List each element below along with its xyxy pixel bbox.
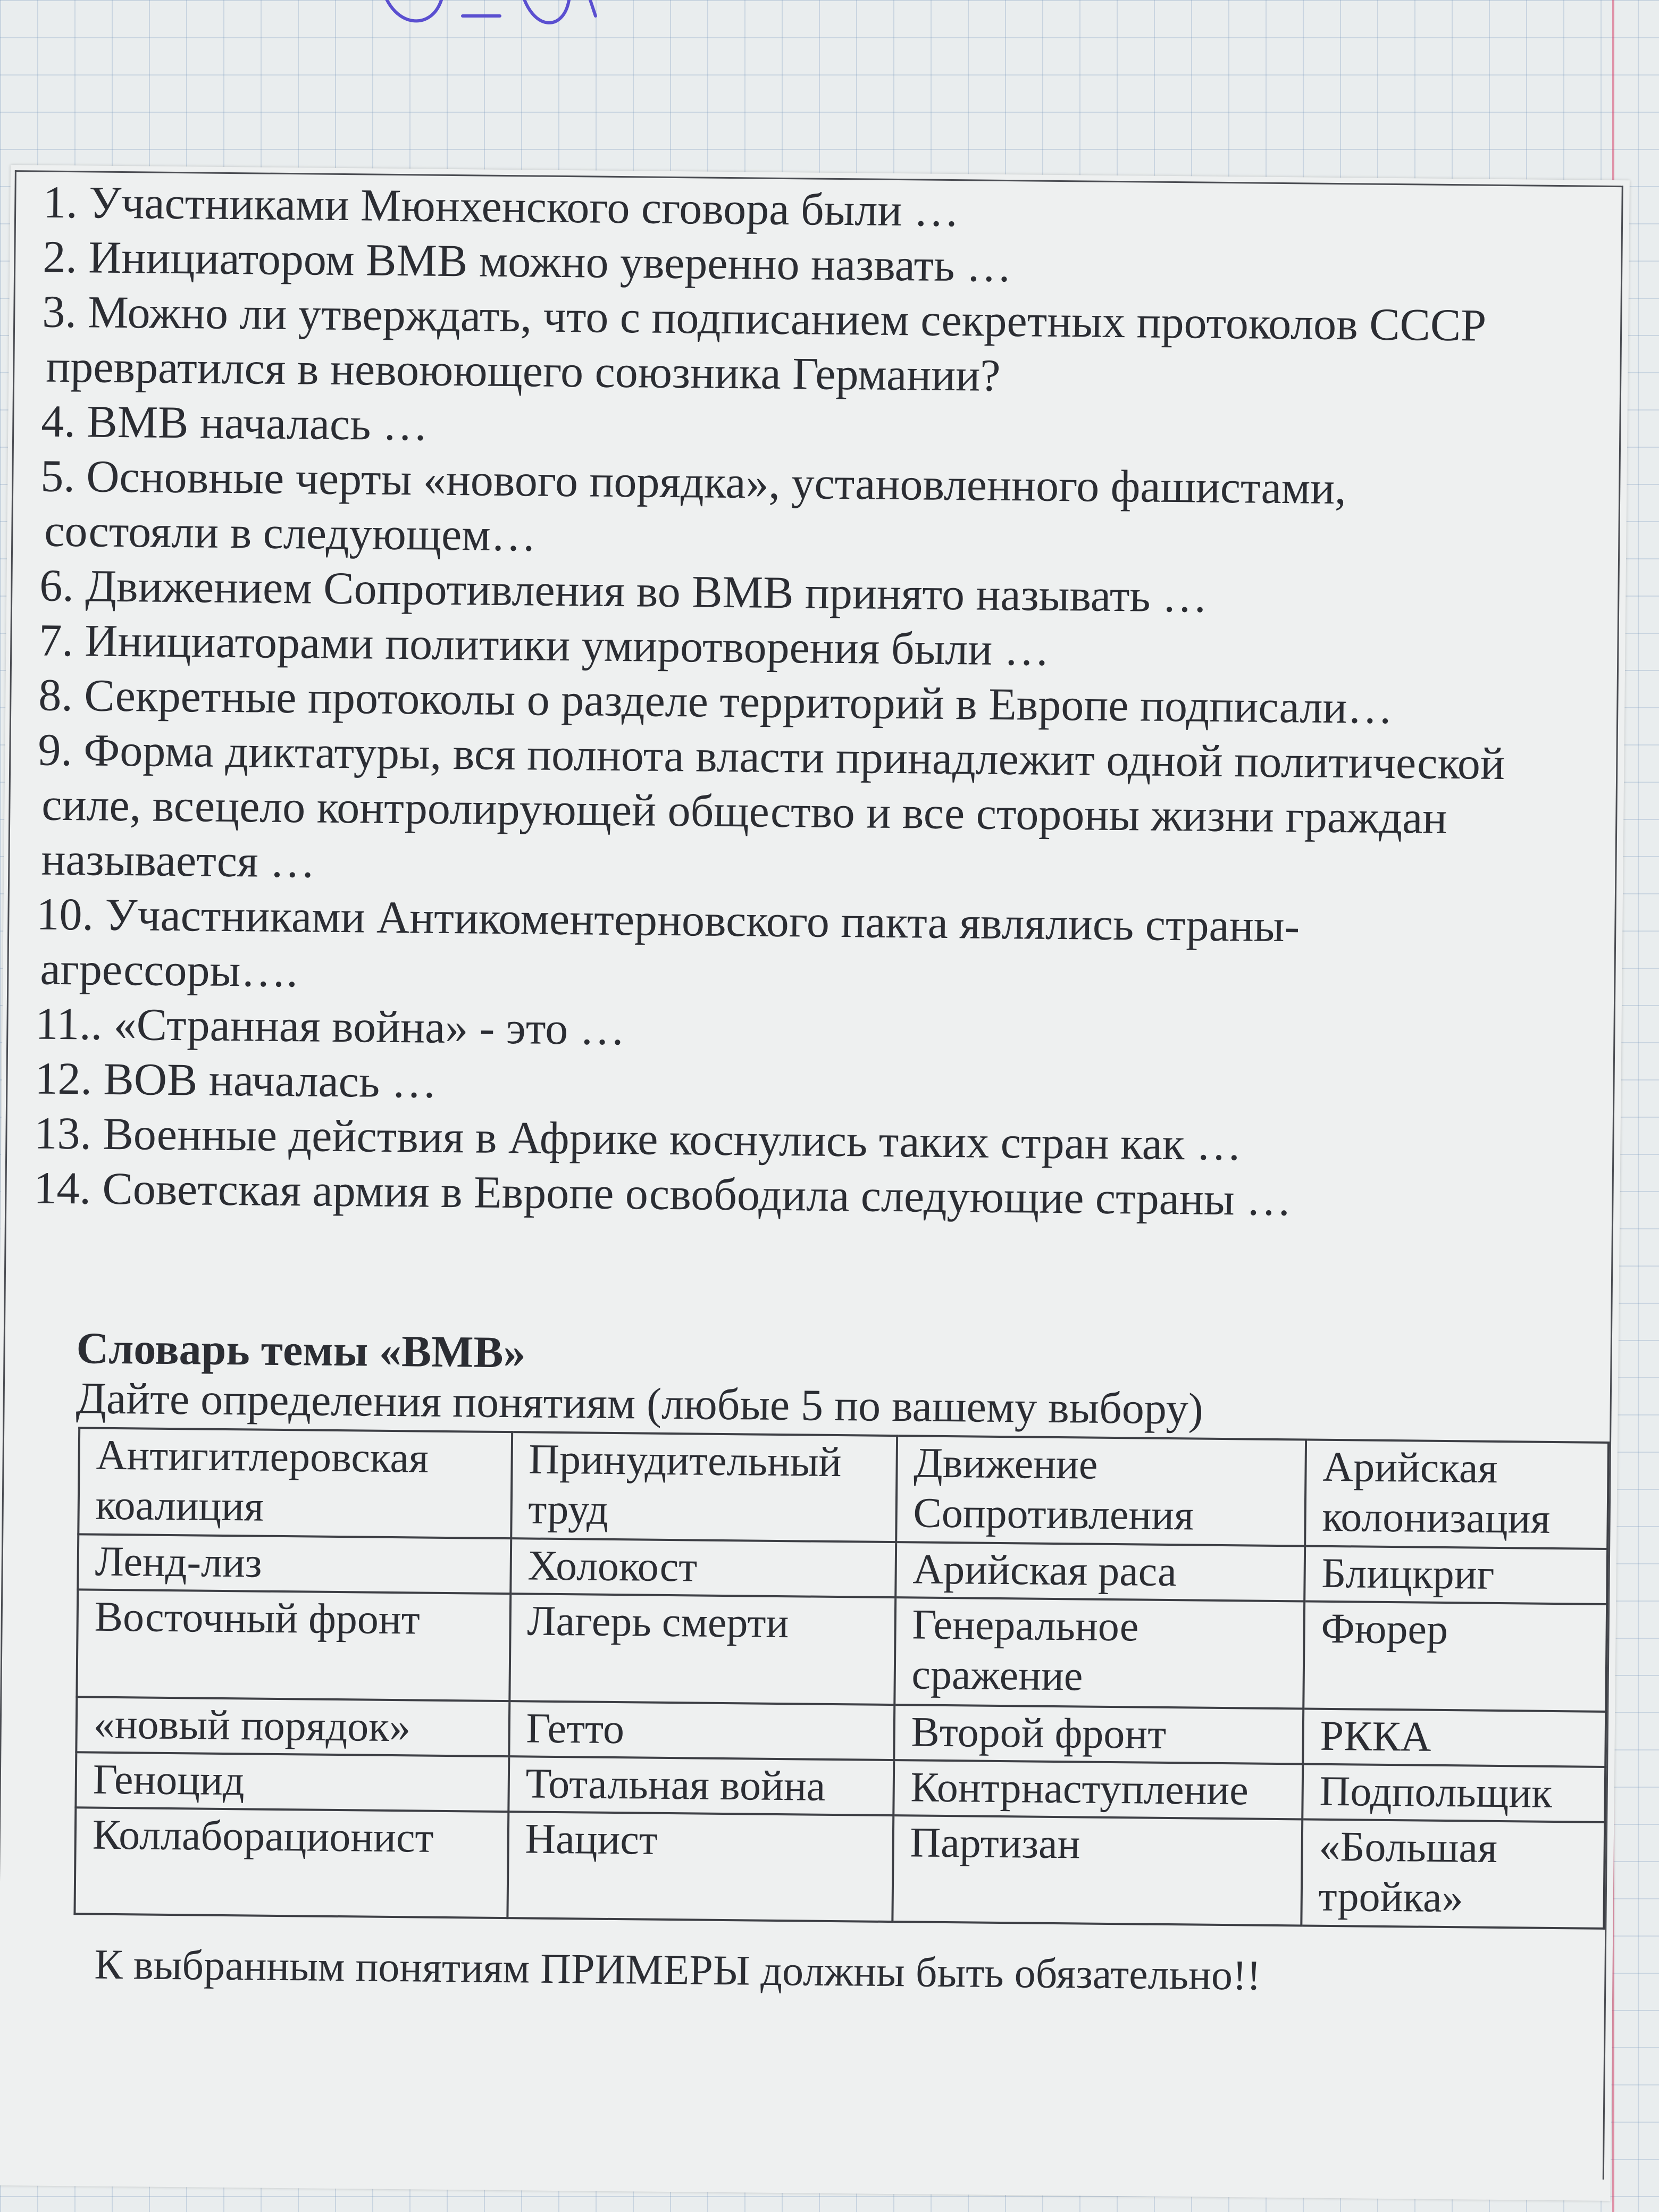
glossary-title: Словарь темы «ВМВ» — [76, 1323, 526, 1378]
term-cell: Коллаборационист — [74, 1807, 508, 1918]
question-line: 1. Участниками Мюнхенского сговора были … — [43, 176, 960, 237]
term-cell: «Большая тройка» — [1301, 1819, 1605, 1928]
question-line: состояли в следующем… — [44, 505, 537, 561]
pen-scribble — [372, 0, 617, 43]
term-cell: Движение Сопротивления — [896, 1436, 1306, 1546]
term-cell: Принудительный труд — [511, 1432, 897, 1542]
terms-table — [73, 1427, 1610, 1930]
term-cell: Антигитлеровская коалиция — [78, 1428, 512, 1538]
question-line: 7. Инициаторами политики умиротворения были … — [38, 614, 1050, 675]
term-cell: Тотальная война — [508, 1756, 894, 1815]
term-cell: «новый порядок» — [76, 1697, 509, 1756]
question-line: 6. Движением Сопротивления во ВМВ принято называть … — [39, 559, 1208, 622]
term-cell: Партизан — [892, 1815, 1302, 1925]
term-cell: Второй фронт — [894, 1705, 1303, 1764]
question-line: 4. ВМВ началась … — [40, 395, 429, 450]
term-cell: Восточный фронт — [77, 1589, 510, 1701]
question-list — [33, 175, 1612, 1230]
question-line: превратился в невоюющего союзника Германии? — [45, 340, 1001, 401]
term-cell: Генеральное сражение — [894, 1597, 1304, 1708]
question-line: называется … — [41, 833, 316, 887]
table-row — [78, 1428, 1608, 1549]
question-line: 2. Инициатором ВМВ можно уверенно назвать … — [42, 231, 1012, 292]
question-line: 3. Можно ли утверждать, что с подписанием секретных протоколов СССР — [41, 286, 1487, 351]
term-cell: Лагерь смерти — [509, 1594, 895, 1705]
table-row — [77, 1589, 1607, 1712]
question-line: 14. Советская армия в Европе освободила следующие страны … — [33, 1162, 1292, 1226]
question-line: силе, всецело контролирующей общество и все стороны жизни граждан — [41, 778, 1447, 843]
term-cell: Блицкриг — [1304, 1546, 1607, 1604]
term-cell: Контрнаступление — [893, 1760, 1303, 1819]
question-line: 5. Основные черты «нового порядка», установленного фашистами, — [40, 450, 1347, 514]
question-line: 12. ВОВ началась … — [35, 1052, 438, 1108]
term-cell: Холокост — [510, 1538, 896, 1597]
question-line: 11.. «Странная война» - это … — [35, 998, 626, 1055]
question-line: 8. Секретные протоколы о разделе территорий в Европе подписали… — [38, 669, 1393, 733]
term-cell: Фюрер — [1303, 1601, 1607, 1711]
question-line: 10. Участниками Антикоментерновского пакта являлись страны- — [36, 888, 1300, 952]
question-line: агрессоры…. — [40, 943, 298, 997]
term-cell: Подпольщик — [1302, 1764, 1605, 1822]
glossary-instruction: Дайте определения понятиям (любые 5 по вашему выбору) — [76, 1373, 1204, 1434]
term-cell: Ленд-лиз — [78, 1534, 511, 1594]
term-cell: Гетто — [509, 1701, 894, 1760]
printed-sheet — [0, 165, 1630, 2201]
examples-required-note: К выбранным понятиям ПРИМЕРЫ должны быть обязательно!! — [94, 1941, 1261, 1999]
glossary-section — [76, 1322, 1565, 1436]
term-cell: Нацист — [507, 1812, 893, 1922]
table-row — [74, 1807, 1605, 1929]
term-cell: Арийская раса — [895, 1542, 1305, 1601]
question-line: 13. Военные действия в Африке коснулись таких стран как … — [34, 1107, 1242, 1170]
term-cell: Геноцид — [76, 1752, 509, 1812]
question-line: 9. Форма диктатуры, вся полнота власти принадлежит одной политической — [37, 724, 1505, 790]
term-cell: Арийская колонизация — [1305, 1439, 1608, 1548]
term-cell: РККА — [1303, 1708, 1606, 1766]
